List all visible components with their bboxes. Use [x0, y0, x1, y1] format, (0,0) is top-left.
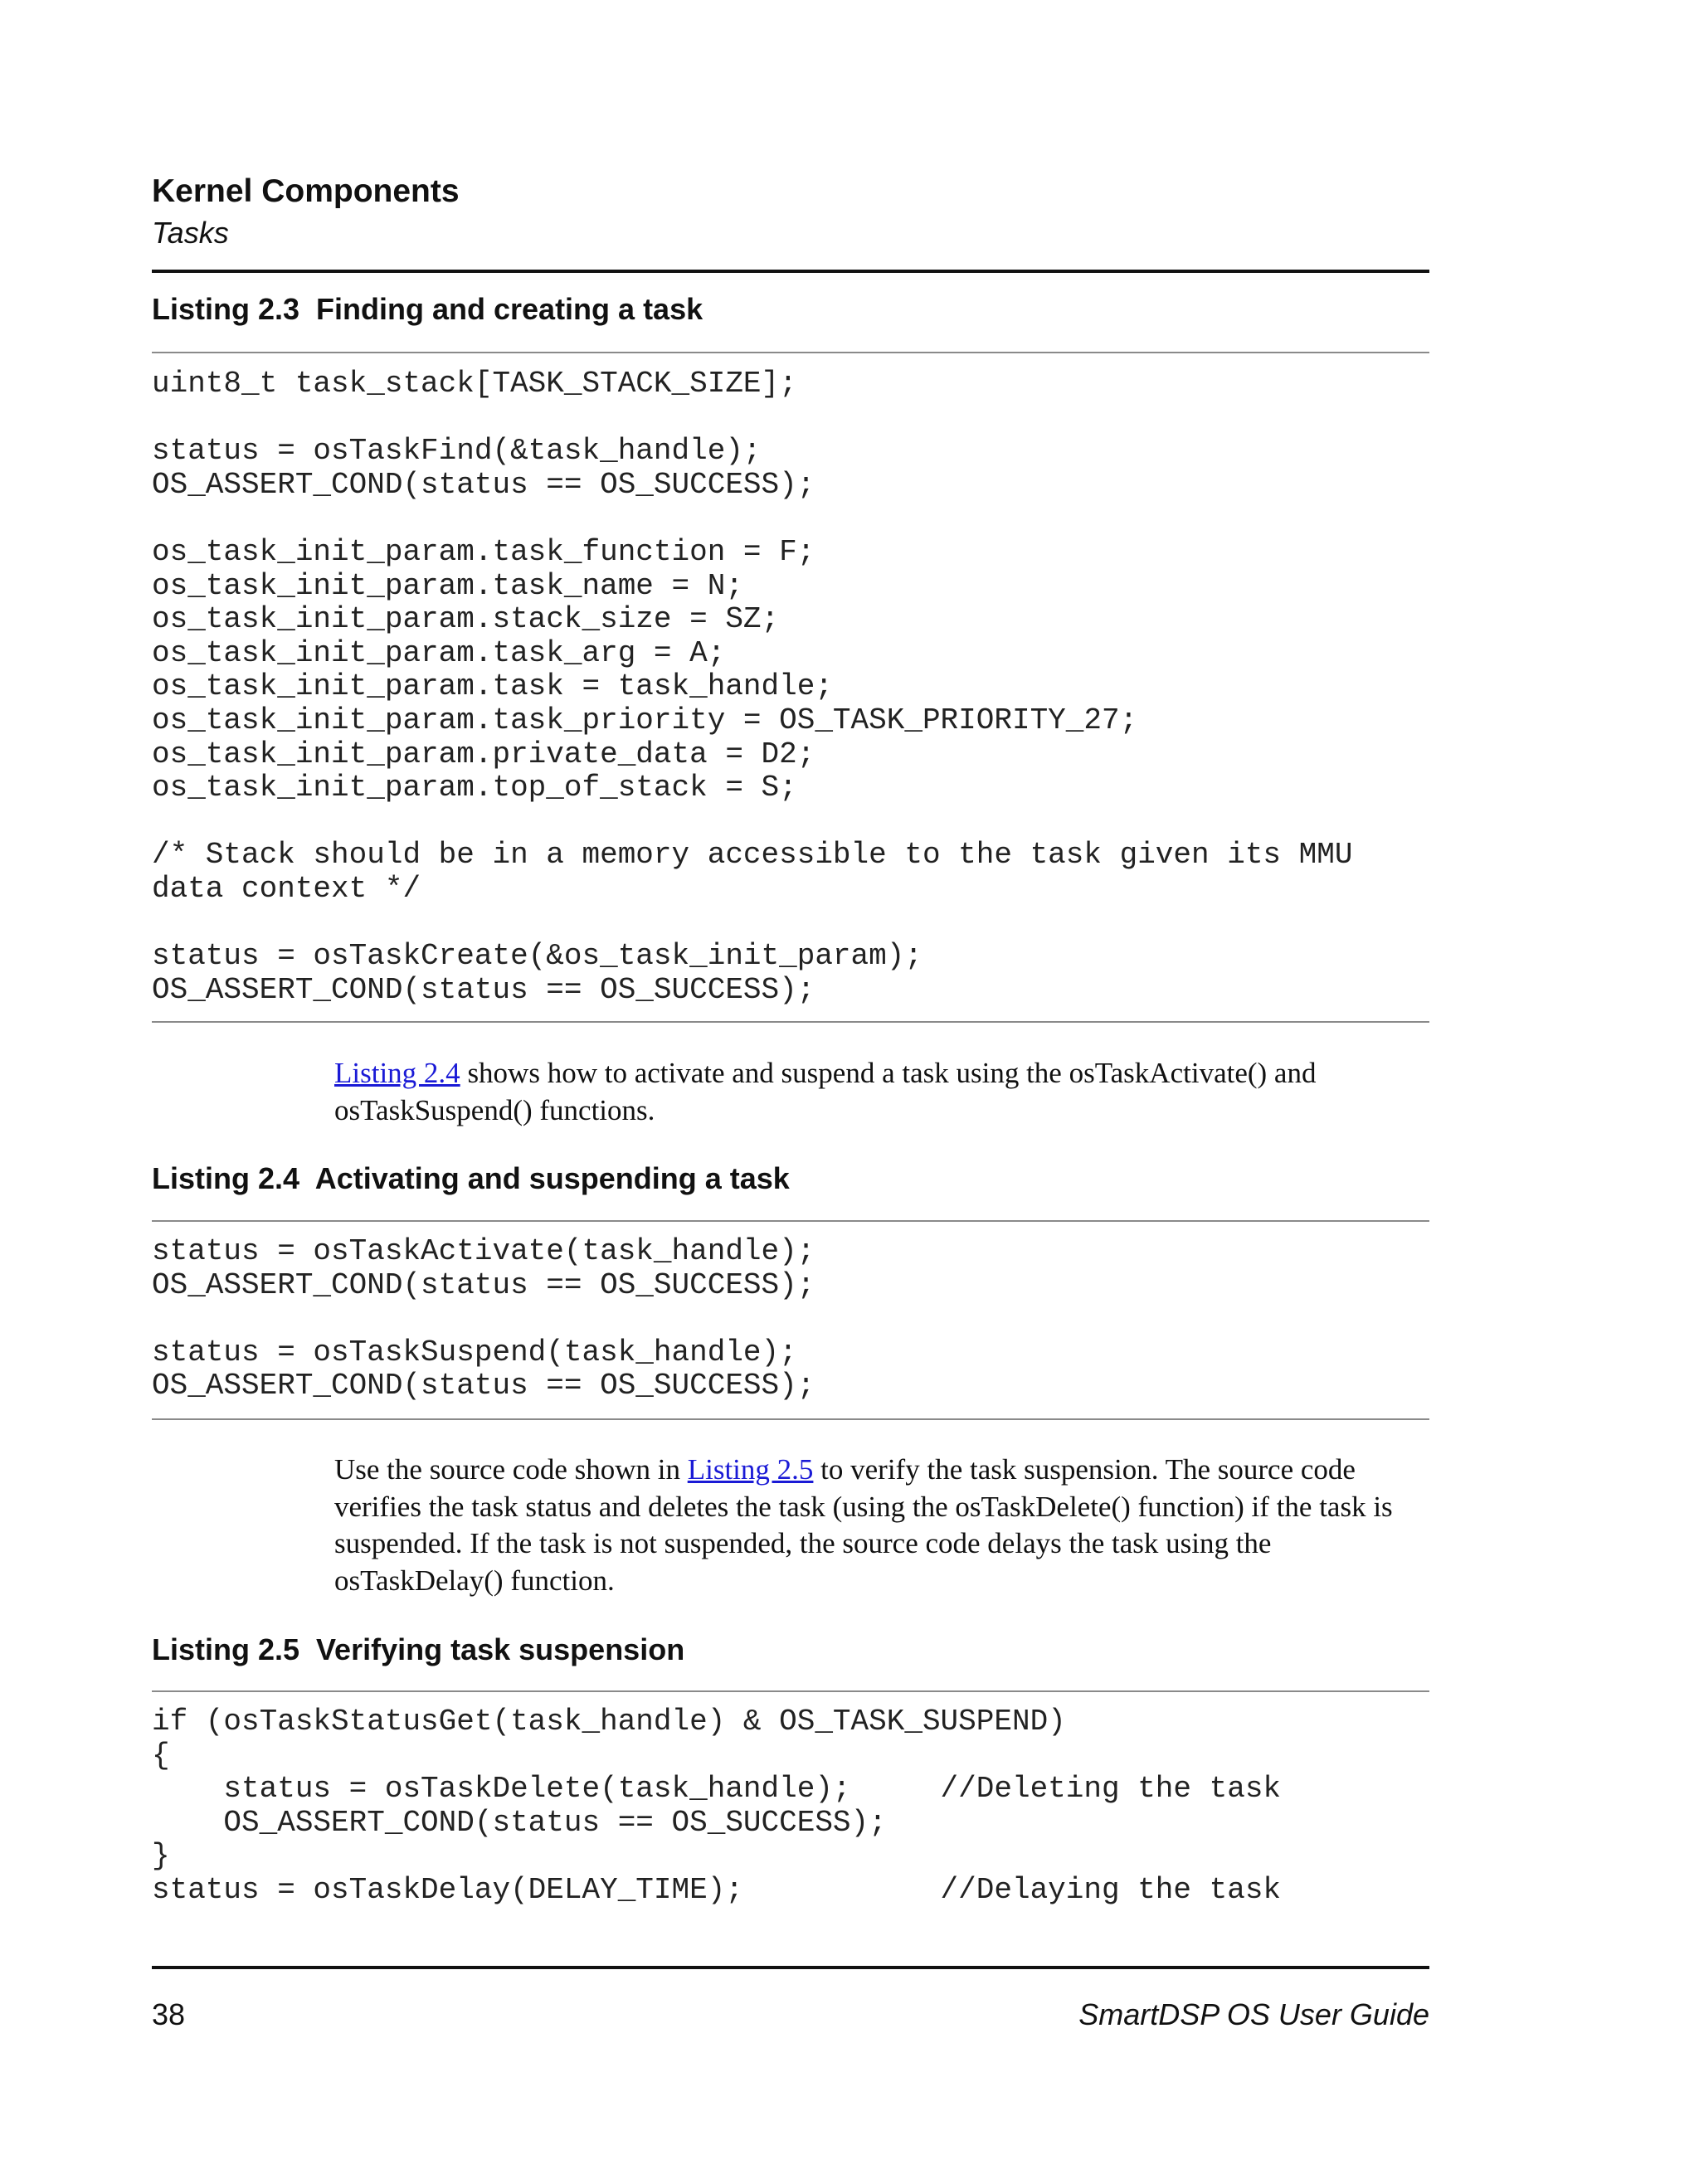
listing-2-3-top-rule	[152, 352, 1429, 353]
paragraph-text: Use the source code shown in	[334, 1453, 688, 1486]
chapter-title: Kernel Components	[152, 173, 460, 209]
paragraph-listing-2-5-intro	[334, 1452, 1438, 1599]
page-number: 38	[152, 1997, 186, 2031]
section-subtitle: Tasks	[152, 216, 229, 250]
listing-2-4-code: status = osTaskActivate(task_handle); OS_ASSERT_COND(status == OS_SUCCESS); status = osTaskSuspend(task_handle); OS_ASSERT_COND(status == OS_SUCCESS);	[152, 1234, 815, 1403]
paragraph-text: to verify the task suspension. The source code verifies the task status and deletes the task (using the osTaskDelete() function) if the task is suspended. If the task is not suspended, the source code delays the task using the osTaskDelay() function.	[334, 1453, 1393, 1597]
listing-2-3-title: Listing 2.3 Finding and creating a task	[152, 292, 703, 326]
guide-title: SmartDSP OS User Guide	[1078, 1997, 1429, 2031]
paragraph-listing-2-4-intro	[334, 1055, 1438, 1129]
listing-2-4-title: Listing 2.4 Activating and suspending a task	[152, 1161, 790, 1195]
header-rule	[152, 270, 1429, 273]
listing-2-4-top-rule	[152, 1220, 1429, 1222]
listing-2-5-link[interactable]: Listing 2.5	[687, 1453, 814, 1486]
footer-rule	[152, 1966, 1429, 1969]
listing-2-3-code: uint8_t task_stack[TASK_STACK_SIZE]; status = osTaskFind(&task_handle); OS_ASSERT_COND(status == OS_SUCCESS); os_task_init_param.task_function = F; os_task_init_param.task_name = N; os_task_init_param.stack_size = SZ; os_task_init_param.task_arg = A; os_task_init_param.task = task_handle; os_task_init_param.task_priority = OS_TASK_PRIORITY_27; os_task_init_param.private_data = D2; os_task_init_param.top_of_stack = S; /* Stack should be in a memory accessible to the task given its MMU data context */ status = osTaskCreate(&os_task_init_param); OS_ASSERT_COND(status == OS_SUCCESS);	[152, 367, 1353, 1007]
listing-2-5-code: if (osTaskStatusGet(task_handle) & OS_TASK_SUSPEND) { status = osTaskDelete(task_handle); //Deleting the task OS_ASSERT_COND(status == OS_SUCCESS); } status = osTaskDelay(DELAY_TIME); //Delaying the task	[152, 1705, 1282, 1907]
listing-2-4-link[interactable]: Listing 2.4	[334, 1057, 460, 1089]
listing-2-3-bottom-rule	[152, 1021, 1429, 1023]
paragraph-text: shows how to activate and suspend a task using the osTaskActivate() and osTaskSuspend() functions.	[334, 1057, 1317, 1126]
running-header	[152, 170, 1429, 253]
listing-2-5-top-rule	[152, 1690, 1429, 1692]
listing-2-5-title: Listing 2.5 Verifying task suspension	[152, 1632, 685, 1666]
listing-2-4-bottom-rule	[152, 1418, 1429, 1420]
